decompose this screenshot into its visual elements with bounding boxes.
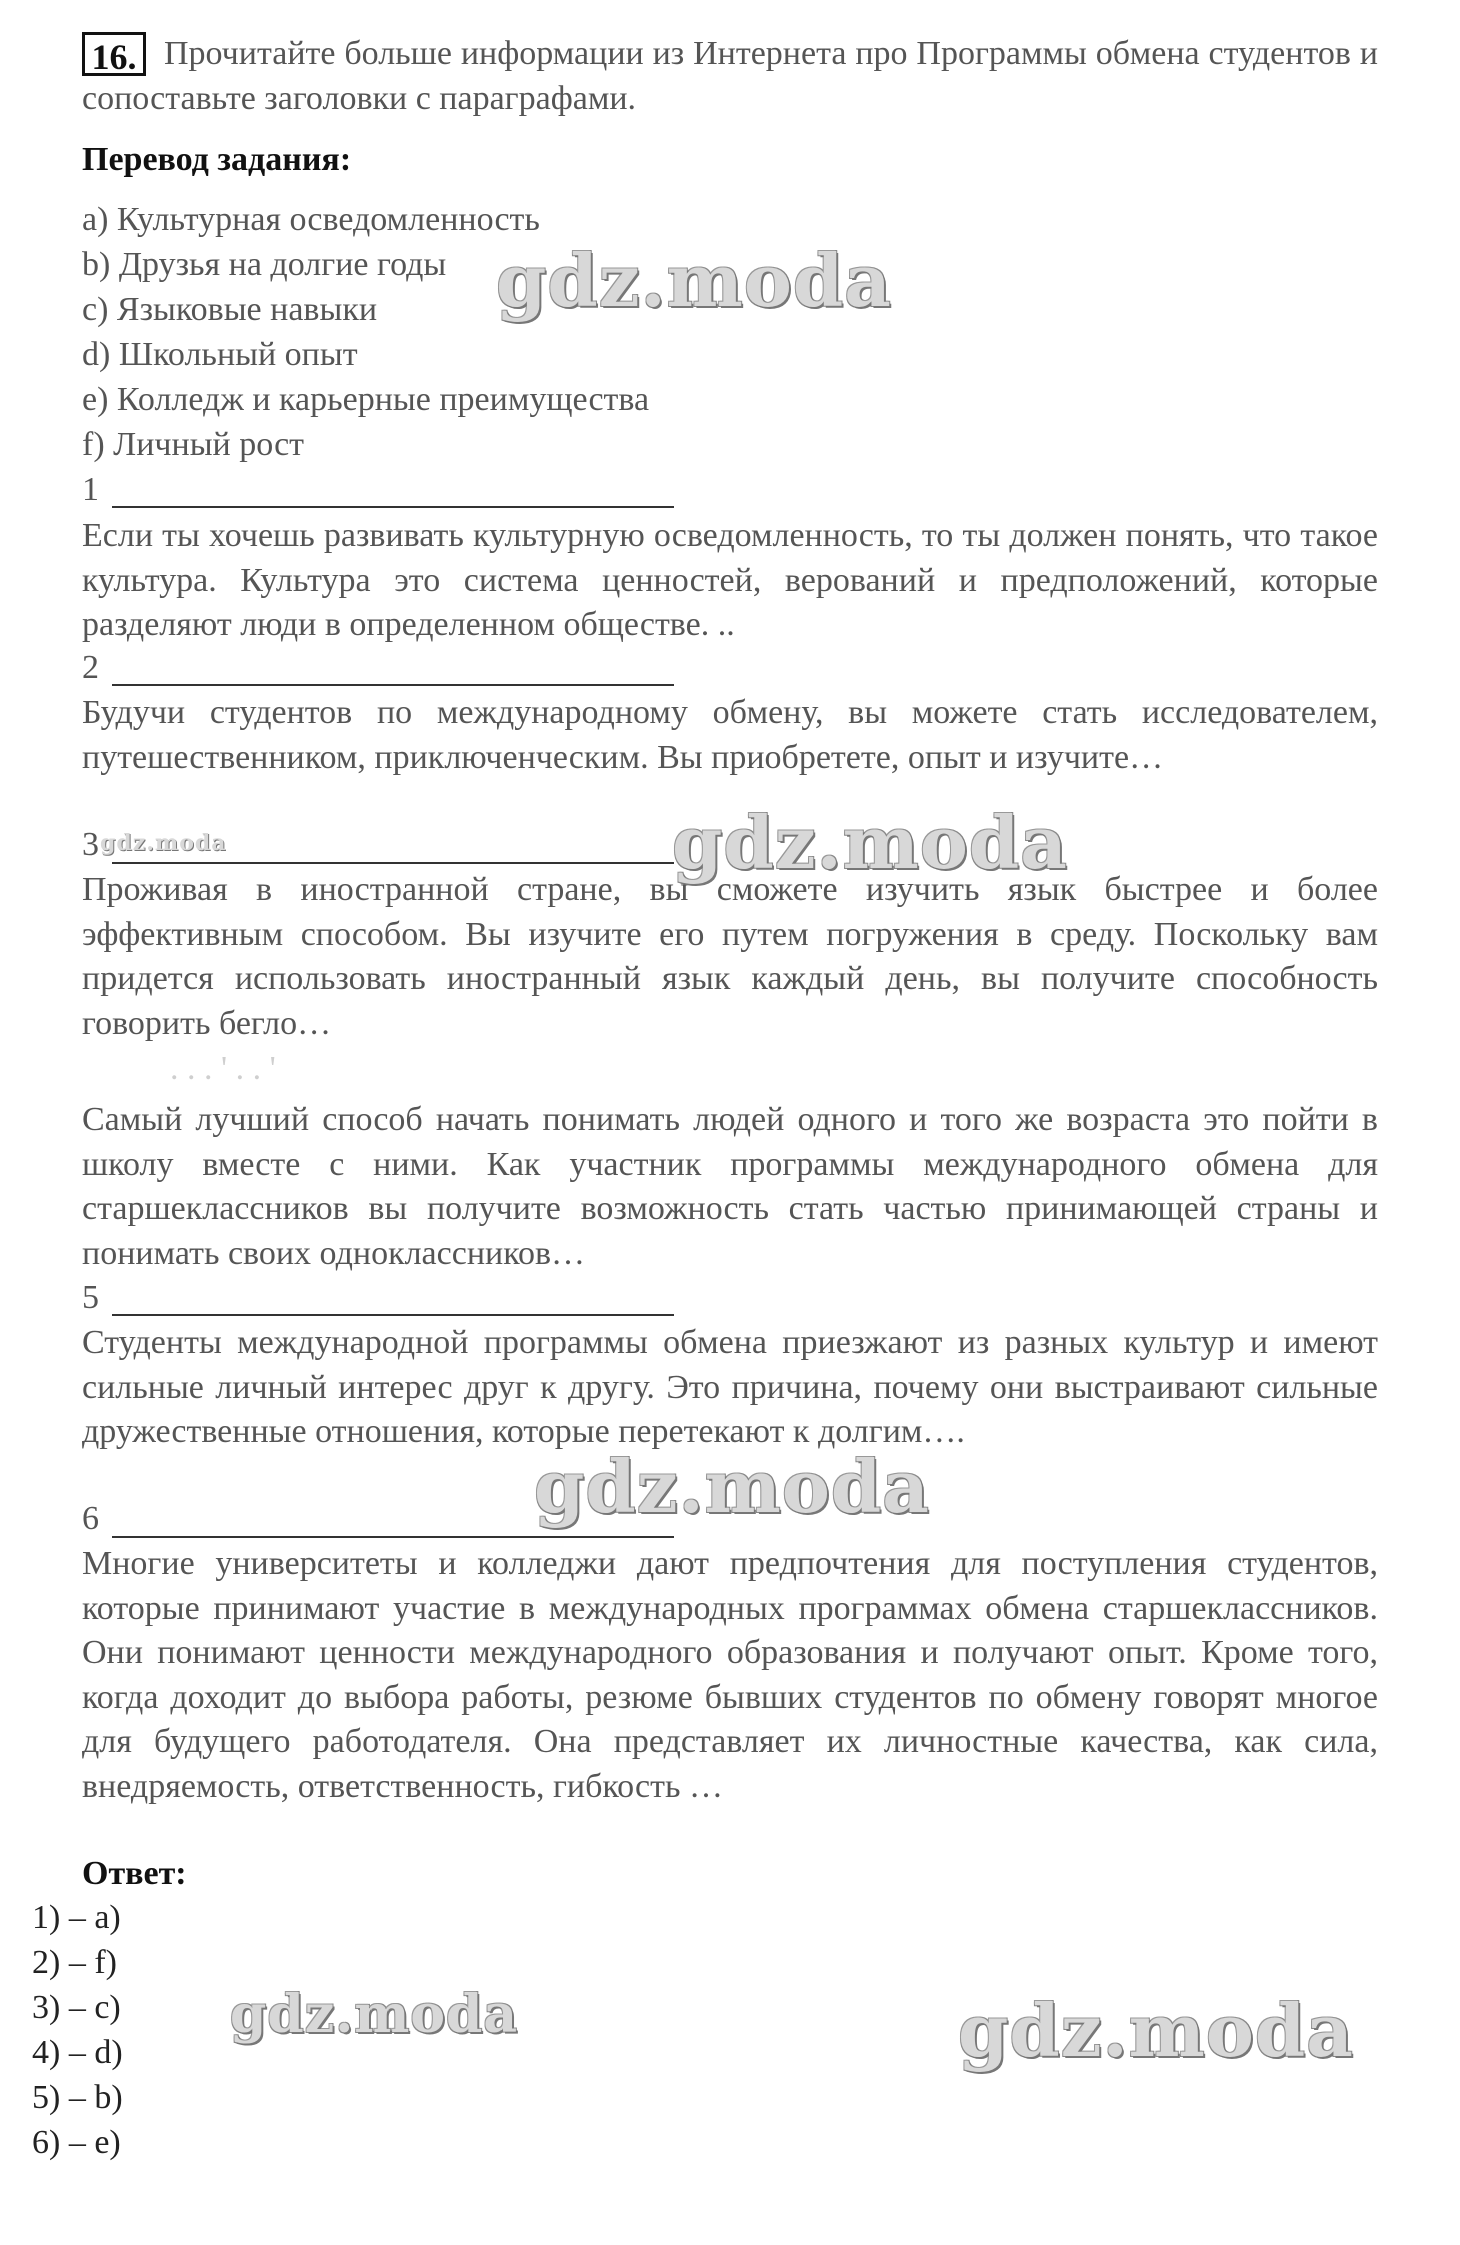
watermark: gdz.moda	[958, 1988, 1354, 2073]
heading-b: b) Друзья на долгие годы	[82, 246, 447, 283]
heading-a: a) Культурная осведомленность	[82, 201, 540, 238]
paragraph-5-text: Студенты международной программы обмена приезжают из разных культур и имеют сильные личный интерес друг к другу. Это причина, почему они выстраивают сильные дружественные отношения, которые перетекают к долгим….	[82, 1324, 1378, 1450]
watermark: gdz.moda	[496, 238, 892, 323]
task-number: 16.	[82, 32, 146, 76]
paragraph-2-blank	[112, 684, 674, 686]
answer-item: 5) – b)	[32, 2079, 123, 2116]
paragraph-1-text: Если ты хочешь развивать культурную осведомленность, то ты должен понять, что такое культура. Культура это система ценностей, верований и предположений, которые разделяют люди в определенном обществе. ..	[82, 517, 1378, 643]
paragraph-6-blank	[112, 1536, 674, 1538]
answer-item: 6) – e)	[32, 2124, 121, 2161]
paragraph-6-text: Многие университеты и колледжи дают предпочтения для поступления студентов, которые принимают участие в международных программах обмена старшеклассников. Они понимают ценности международного образования и получают опыт. Кроме того, когда доходит до выбора работы, резюме бывших студентов по обмену говорят многое для будущего работодателя. Она представляет их личностные качества, как сила, внедряемость, ответственность, гибкость …	[82, 1545, 1378, 1805]
paragraph-3-blank	[112, 862, 674, 864]
heading-f: f) Личный рост	[82, 426, 305, 463]
watermark: gdz.moda	[672, 800, 1068, 885]
paragraph-3-number: 3	[82, 826, 99, 863]
watermark-small: gdz.moda	[100, 830, 227, 856]
watermark: gdz.moda	[534, 1444, 930, 1529]
heading-c: c) Языковые навыки	[82, 291, 378, 328]
paragraph-2-text: Будучи студентов по международному обмену, вы можете стать исследователем, путешественником, приключенческим. Вы приобретете, опыт и изучите…	[82, 694, 1378, 776]
answer-item: 1) – a)	[32, 1899, 121, 1936]
answer-heading: Ответ:	[82, 1855, 187, 1892]
paragraph-3-text: Проживая в иностранной стране, вы сможете изучить язык быстрее и более эффективным способом. Вы изучите его путем погружения в среду. Поскольку вам придется использовать иностранный язык каждый день, вы получите способность говорить бегло…	[82, 871, 1378, 1042]
paragraph-2-number: 2	[82, 649, 99, 686]
paragraph-6-number: 6	[82, 1500, 99, 1537]
paragraph-1-blank	[112, 506, 674, 508]
heading-d: d) Школьный опыт	[82, 336, 358, 373]
answer-item: 2) – f)	[32, 1944, 117, 1981]
translation-heading: Перевод задания:	[82, 141, 352, 178]
answer-item: 4) – d)	[32, 2034, 123, 2071]
answer-item: 3) – c)	[32, 1989, 121, 2026]
paragraph-1-number: 1	[82, 471, 99, 508]
paragraph-4-text: Самый лучший способ начать понимать людей одного и того же возраста это пойти в школу вместе с ними. Как участник программы международного обмена для старшеклассников вы получите возможность стать частью принимающей страны и понимать своих одноклассников…	[82, 1101, 1378, 1272]
paragraph-5-number: 5	[82, 1279, 99, 1316]
watermark: gdz.moda	[230, 1984, 519, 2045]
task-instruction: Прочитайте больше информации из Интернета про Программы обмена студентов и сопоставьте заголовки с параграфами.	[82, 35, 1378, 117]
heading-e: e) Колледж и карьерные преимущества	[82, 381, 650, 418]
paragraph-5-blank	[112, 1314, 674, 1316]
faded-scan-artifact: . . . ' . . '	[170, 1050, 276, 1087]
